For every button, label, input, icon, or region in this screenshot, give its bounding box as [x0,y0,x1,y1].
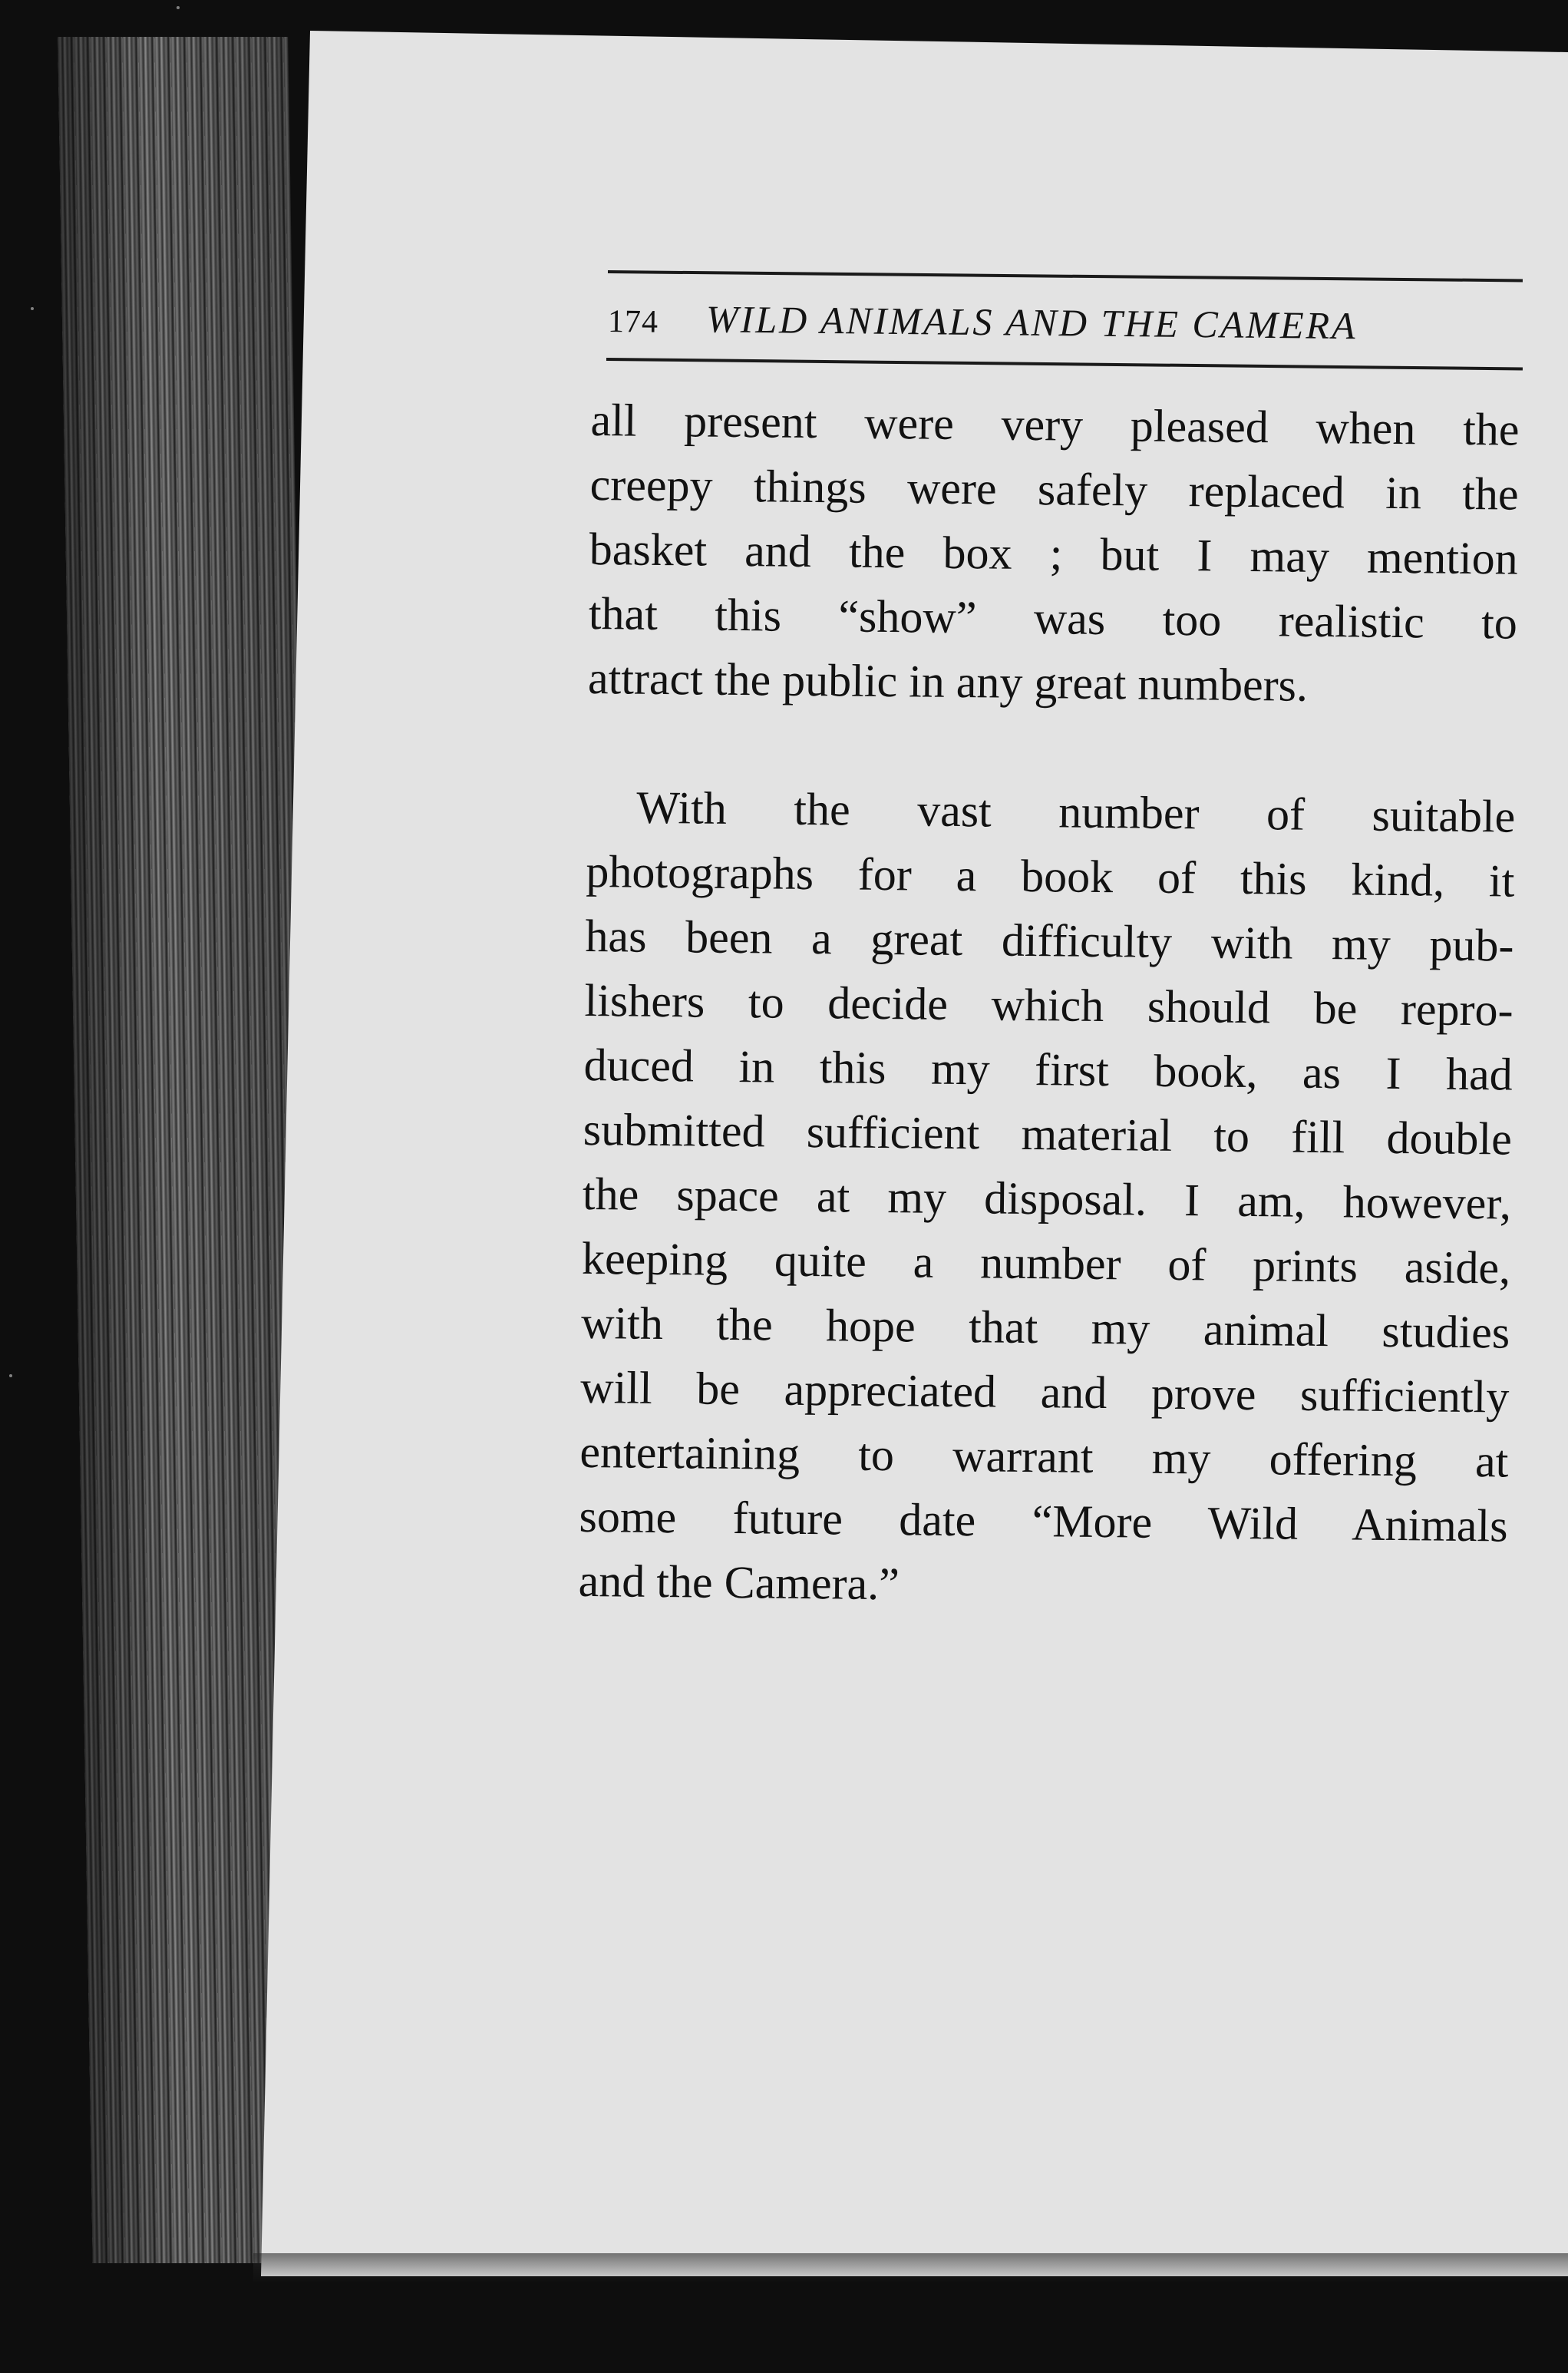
text-line: attract the public in any great numbers. [587,652,1309,711]
text-line: With the vast number of suitable [635,782,1516,842]
text-line: the space at my disposal. I am, however, [582,1168,1512,1229]
text-line: and the Camera.” [578,1555,900,1610]
paragraph [588,388,1520,720]
text-line: some future date “More Wild Animals [579,1490,1508,1552]
page-bottom-shadow [253,2253,1568,2284]
text-line: keeping quite a number of prints aside, [581,1232,1511,1294]
text-line: creepy things were safely replaced in the [589,458,1519,520]
scan-speck [9,1374,12,1377]
text-line: all present were very pleased when the [590,394,1520,455]
text-line: that this “show” was too realistic to [588,587,1518,649]
text-line: submitted sufficient material to fill double [583,1103,1513,1165]
running-title: WILD ANIMALS AND THE CAMERA [705,297,1358,348]
text-line: will be appreciated and prove sufficiently [580,1361,1510,1423]
page-number: 174 [607,304,659,340]
text-line: entertaining to warrant my offering at [579,1426,1509,1487]
text-line: has been a great difficulty with my pub- [585,910,1514,971]
body-text [578,388,1520,1623]
text-line: lishers to decide which should be repro- [584,974,1514,1036]
page-header [608,296,1514,366]
text-line: duced in this my first book, as I had [583,1039,1514,1100]
text-line: with the hope that my animal studies [580,1297,1510,1358]
scan-speck [177,6,180,9]
scan-speck [31,307,34,310]
paragraph [578,775,1515,1623]
text-line: basket and the box ; but I may mention [589,523,1519,584]
text-line: photographs for a book of this kind, it [586,845,1515,907]
